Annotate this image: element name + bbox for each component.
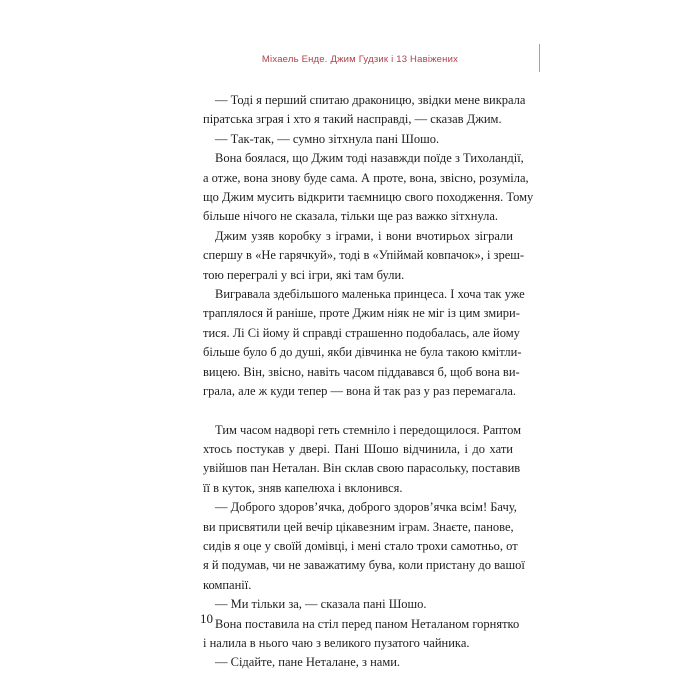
spine-edge-mark [539, 44, 540, 72]
paragraph [203, 285, 525, 401]
text-line: більше нічого не сказала, тільки ще раз важко зітхнула. [203, 209, 499, 224]
text-line: ви присвятили цей вечір цікавезним іграм. Знаєте, панове, [203, 519, 514, 534]
text-line: більше було б до душі, якби дівчинка не була такою кмітли- [203, 345, 522, 360]
text-line: що Джим мусить відкрити таємницю свого походження. Тому [203, 190, 534, 205]
paragraph [203, 149, 534, 227]
text-line: — Доброго здоров’ячка, доброго здоров’ячка всім! Бачу, [215, 500, 517, 515]
text-line: і налила в нього чаю з великого пузатого чайника. [203, 635, 470, 650]
text-line: Вона боялася, що Джим тоді назавжди поїде з Тихоландії, [215, 151, 524, 166]
text-line: — Сідайте, пане Неталане, з нами. [215, 655, 401, 670]
text-line: грала, але ж куди тепер — вона й так раз у раз перемагала. [203, 384, 516, 399]
paragraph [203, 130, 513, 149]
paragraph [203, 595, 513, 614]
text-line: — Тоді я перший спитаю драконицю, звідки мене викрала [215, 93, 526, 107]
section-break [203, 402, 513, 421]
paragraph [203, 615, 520, 654]
text-line: — Ми тільки за, — сказала пані Шошо. [215, 597, 427, 612]
page-number: 10 [200, 611, 213, 626]
text-line: спершу в «Не гарячкуй», тоді в «Упіймай ковпачок», і зреш- [203, 248, 525, 263]
text-line: Вона поставила на стіл перед паном Неталаном горнятко [215, 616, 520, 631]
text-line: увійшов пан Неталан. Він склав свою парасольку, поставив [203, 461, 521, 476]
text-line: я й подумав, чи не заважатиму бува, коли пристану до вашої [203, 558, 525, 573]
text-line: вицею. Він, звісно, навіть часом піддавався б, щоб вона ви- [203, 364, 520, 379]
paragraph [203, 227, 525, 285]
text-line: Вигравала здебільшого маленька принцеса. І хоча так уже [215, 287, 525, 302]
text-line: Тим часом надворі геть стемніло і передощилося. Раптом [215, 422, 522, 437]
text-line: Джим узяв коробку з іграми, і вони вчотирьох зіграли [215, 228, 513, 243]
paragraph [203, 653, 513, 672]
text-line: а отже, вона знову буде сама. А проте, вона, звісно, розуміла, [203, 170, 529, 185]
running-head: Міхаель Енде. Джим Гудзик і 13 Навіжених [261, 54, 459, 65]
text-line: її в куток, зняв капелюха і вклонився. [203, 480, 403, 495]
text-line: траплялося й раніше, проте Джим ніяк не міг із цим змири- [203, 306, 520, 321]
text-line: — Так-так, — сумно зітхнула пані Шошо. [215, 131, 440, 146]
text-line: тися. Лі Сі йому й справді страшенно подобалась, але йому [203, 325, 520, 340]
text-line: піратська зграя і хто я такий насправді, — сказав Джим. [203, 112, 502, 127]
page-body-text [203, 91, 534, 673]
paragraph [203, 498, 525, 595]
text-line: компанії. [203, 577, 252, 592]
book-page [150, 28, 550, 668]
paragraph [203, 421, 522, 499]
text-line: сидів я оце у своїй домівці, і мені стало трохи самотньо, от [203, 538, 518, 553]
text-line: тою перегралі у всі ігри, які там були. [203, 267, 405, 282]
paragraph [203, 91, 526, 130]
text-line: хтось постукав у двері. Пані Шошо відчинила, і до хати [203, 441, 513, 456]
